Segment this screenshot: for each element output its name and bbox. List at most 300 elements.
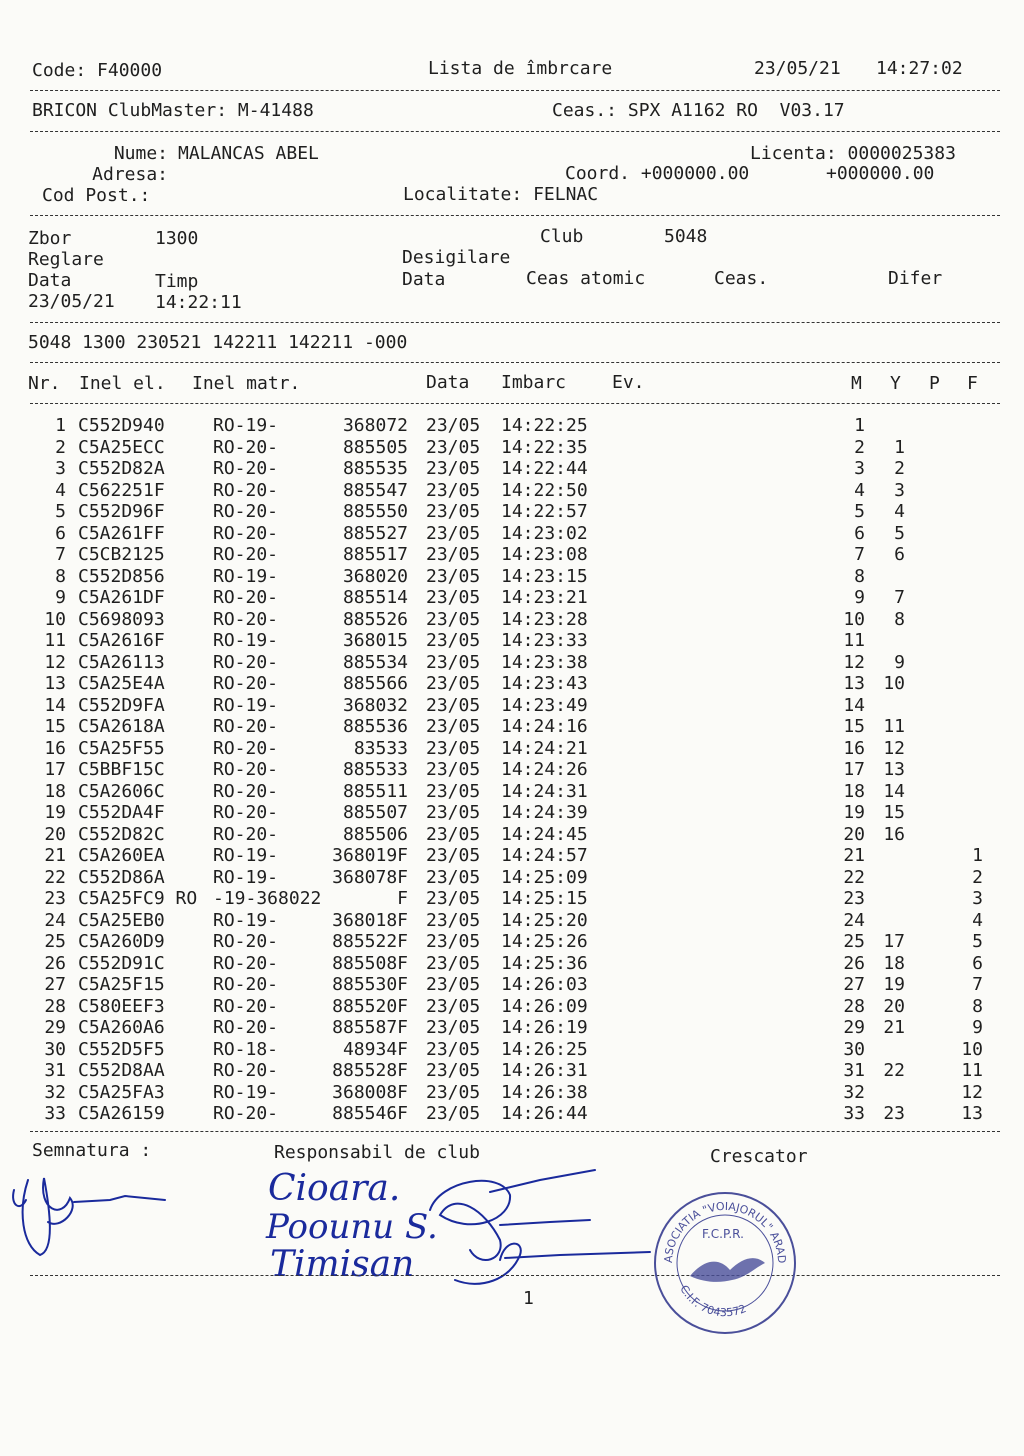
row-electronic-ring: C552D86A bbox=[78, 866, 165, 888]
row-y: 9 bbox=[894, 651, 905, 673]
row-m: 18 bbox=[843, 780, 865, 802]
row-date: 23/05 bbox=[426, 952, 481, 974]
row-ring-prefix: RO-19- bbox=[213, 565, 279, 587]
postal-label: Cod Post.: bbox=[42, 185, 151, 206]
row-date: 23/05 bbox=[426, 522, 481, 544]
row-electronic-ring: C5A260D9 bbox=[78, 931, 165, 952]
row-ring-prefix: RO-19- bbox=[213, 866, 279, 888]
row-m: 26 bbox=[843, 952, 865, 974]
signature-label: Semnatura : bbox=[32, 1140, 152, 1161]
row-date: 23/05 bbox=[426, 1017, 481, 1038]
row-f: 13 bbox=[961, 1103, 983, 1124]
row-y: 5 bbox=[894, 522, 905, 544]
row-ring-number: 885507 bbox=[342, 802, 408, 823]
row-ring-number: 368020 bbox=[342, 565, 408, 587]
row-y: 16 bbox=[883, 823, 905, 845]
row-boarding-time: 14:24:16 bbox=[501, 716, 588, 737]
row-boarding-time: 14:25:15 bbox=[501, 888, 588, 909]
row-nr: 7 bbox=[55, 544, 66, 565]
row-ring-number: 885547 bbox=[342, 479, 408, 501]
row-electronic-ring: C5A25EB0 bbox=[78, 909, 165, 931]
row-m: 5 bbox=[854, 501, 865, 522]
row-ring-number: 885506 bbox=[342, 823, 408, 845]
row-ring-number: 368015 bbox=[342, 630, 408, 651]
row-f: 1 bbox=[972, 845, 983, 866]
row-m: 31 bbox=[843, 1060, 865, 1081]
row-boarding-time: 14:23:21 bbox=[501, 587, 588, 608]
svg-text:C.I.F. 7043572 bbox=[677, 1283, 748, 1319]
row-date: 23/05 bbox=[426, 974, 481, 995]
col-f: F bbox=[967, 373, 978, 394]
row-electronic-ring: C552D82A bbox=[78, 458, 165, 479]
row-date: 23/05 bbox=[426, 888, 481, 909]
row-electronic-ring: C552DA4F bbox=[78, 802, 165, 823]
row-m: 12 bbox=[843, 651, 865, 673]
col-nr: Nr. bbox=[28, 373, 61, 394]
row-date: 23/05 bbox=[426, 608, 481, 630]
row-y: 13 bbox=[883, 759, 905, 780]
row-boarding-time: 14:22:50 bbox=[501, 479, 588, 501]
row-electronic-ring: C552D9FA bbox=[78, 694, 165, 716]
handwritten-name-1: Cioara. bbox=[268, 1168, 401, 1209]
row-boarding-time: 14:23:49 bbox=[501, 694, 588, 716]
page-title: Lista de îmbrcare bbox=[428, 58, 613, 79]
row-electronic-ring: C5A25FA3 bbox=[78, 1081, 165, 1103]
row-y: 1 bbox=[894, 436, 905, 458]
row-nr: 9 bbox=[55, 587, 66, 608]
row-nr: 15 bbox=[44, 716, 66, 737]
row-ring-number: 885546F bbox=[332, 1103, 408, 1124]
row-ring-prefix: RO-19- bbox=[213, 909, 279, 931]
row-y: 15 bbox=[883, 802, 905, 823]
row-nr: 25 bbox=[44, 931, 66, 952]
locality-line bbox=[403, 184, 598, 206]
row-ring-prefix: RO-19- bbox=[213, 630, 279, 651]
row-ring-prefix: RO-18- bbox=[213, 1038, 279, 1060]
row-f: 7 bbox=[972, 974, 983, 995]
row-f: 6 bbox=[972, 952, 983, 974]
row-m: 1 bbox=[854, 415, 865, 436]
row-m: 11 bbox=[843, 630, 865, 651]
row-nr: 16 bbox=[44, 737, 66, 759]
row-ring-prefix: RO-20- bbox=[213, 931, 279, 952]
row-f: 11 bbox=[961, 1060, 983, 1081]
row-boarding-time: 14:24:57 bbox=[501, 845, 588, 866]
row-date: 23/05 bbox=[426, 823, 481, 845]
row-ring-prefix: RO-20- bbox=[213, 759, 279, 780]
row-electronic-ring: C552D8AA bbox=[78, 1060, 165, 1081]
row-boarding-time: 14:24:26 bbox=[501, 759, 588, 780]
row-electronic-ring: C5A25FC9 RO bbox=[78, 888, 198, 909]
row-ring-number: 885566 bbox=[342, 673, 408, 694]
row-ring-number: 885527 bbox=[342, 522, 408, 544]
divider bbox=[30, 215, 1000, 216]
col-registered-ring: Inel matr. bbox=[192, 373, 301, 394]
row-boarding-time: 14:23:02 bbox=[501, 522, 588, 544]
row-electronic-ring: C552D82C bbox=[78, 823, 165, 845]
clock-value: SPX A1162 RO bbox=[627, 100, 758, 121]
row-m: 8 bbox=[854, 565, 865, 587]
row-ring-prefix: RO-20- bbox=[213, 436, 279, 458]
row-ring-number: 885533 bbox=[342, 759, 408, 780]
set-date-label: Data bbox=[28, 270, 72, 291]
row-nr: 11 bbox=[44, 630, 66, 651]
row-nr: 27 bbox=[44, 974, 66, 995]
col-boarding: Imbarc bbox=[501, 372, 567, 393]
row-date: 23/05 bbox=[426, 587, 481, 608]
row-electronic-ring: C580EEF3 bbox=[78, 995, 165, 1017]
row-f: 5 bbox=[972, 931, 983, 952]
row-ring-prefix: RO-20- bbox=[213, 952, 279, 974]
breeder-label: Crescator bbox=[710, 1146, 808, 1167]
row-boarding-time: 14:23:38 bbox=[501, 651, 588, 673]
row-nr: 5 bbox=[55, 501, 66, 522]
row-electronic-ring: C5A2606C bbox=[78, 780, 165, 802]
name-label: Nume: bbox=[113, 143, 168, 164]
row-f: 3 bbox=[972, 888, 983, 909]
clock-col-label: Ceas. bbox=[714, 268, 769, 289]
row-nr: 17 bbox=[44, 759, 66, 780]
row-date: 23/05 bbox=[426, 694, 481, 716]
set-date: 23/05/21 bbox=[28, 291, 115, 312]
row-m: 3 bbox=[854, 458, 865, 479]
page-number: 1 bbox=[523, 1288, 534, 1309]
row-y: 10 bbox=[883, 673, 905, 694]
row-nr: 29 bbox=[44, 1017, 66, 1038]
row-m: 10 bbox=[843, 608, 865, 630]
row-nr: 13 bbox=[44, 673, 66, 694]
row-nr: 23 bbox=[44, 888, 66, 909]
print-time: 14:27:02 bbox=[876, 58, 963, 79]
row-boarding-time: 14:24:45 bbox=[501, 823, 588, 845]
club-responsible-label: Responsabil de club bbox=[274, 1142, 480, 1163]
row-ring-number: 885526 bbox=[342, 608, 408, 630]
row-nr: 4 bbox=[55, 479, 66, 501]
row-nr: 18 bbox=[44, 780, 66, 802]
row-ring-number: 885508F bbox=[332, 952, 408, 974]
row-electronic-ring: C5A261DF bbox=[78, 587, 165, 608]
association-stamp bbox=[650, 1188, 800, 1338]
row-f: 10 bbox=[961, 1038, 983, 1060]
row-y: 22 bbox=[883, 1060, 905, 1081]
row-electronic-ring: C552D91C bbox=[78, 952, 165, 974]
row-ring-prefix: RO-20- bbox=[213, 1060, 279, 1081]
row-boarding-time: 14:25:20 bbox=[501, 909, 588, 931]
code-label: Code: bbox=[32, 60, 87, 81]
row-ring-number: 48934F bbox=[342, 1038, 408, 1060]
row-date: 23/05 bbox=[426, 630, 481, 651]
row-date: 23/05 bbox=[426, 651, 481, 673]
row-electronic-ring: C5A25F55 bbox=[78, 737, 165, 759]
row-nr: 14 bbox=[44, 694, 66, 716]
row-m: 17 bbox=[843, 759, 865, 780]
row-y: 3 bbox=[894, 479, 905, 501]
row-m: 6 bbox=[854, 522, 865, 544]
row-m: 32 bbox=[843, 1081, 865, 1103]
row-ring-prefix: RO-20- bbox=[213, 1017, 279, 1038]
row-nr: 2 bbox=[55, 436, 66, 458]
clubmaster-value: M-41488 bbox=[237, 100, 314, 121]
row-electronic-ring: C562251F bbox=[78, 479, 165, 501]
row-m: 14 bbox=[843, 694, 865, 716]
row-ring-number: 368018F bbox=[332, 909, 408, 931]
row-ring-prefix: RO-19- bbox=[213, 845, 279, 866]
row-date: 23/05 bbox=[426, 501, 481, 522]
row-y: 14 bbox=[883, 780, 905, 802]
row-date: 23/05 bbox=[426, 436, 481, 458]
unseal-date-label: Data bbox=[402, 269, 446, 290]
row-boarding-time: 14:26:25 bbox=[501, 1038, 588, 1060]
row-date: 23/05 bbox=[426, 845, 481, 866]
row-ring-prefix: RO-20- bbox=[213, 522, 279, 544]
row-m: 7 bbox=[854, 544, 865, 565]
row-f: 8 bbox=[972, 995, 983, 1017]
row-date: 23/05 bbox=[426, 802, 481, 823]
row-boarding-time: 14:25:26 bbox=[501, 931, 588, 952]
row-m: 9 bbox=[854, 587, 865, 608]
row-boarding-time: 14:23:28 bbox=[501, 608, 588, 630]
flight-value: 1300 bbox=[155, 228, 199, 249]
divider bbox=[30, 403, 1000, 404]
row-m: 20 bbox=[843, 823, 865, 845]
row-electronic-ring: C5BBF15C bbox=[78, 759, 165, 780]
row-boarding-time: 14:24:39 bbox=[501, 802, 588, 823]
row-m: 27 bbox=[843, 974, 865, 995]
club-value: 5048 bbox=[664, 226, 708, 247]
set-label: Reglare bbox=[28, 249, 104, 270]
row-ring-prefix: RO-20- bbox=[213, 802, 279, 823]
row-ring-number: 885530F bbox=[332, 974, 408, 995]
license-value: 0000025383 bbox=[847, 143, 956, 164]
row-nr: 6 bbox=[55, 522, 66, 544]
stamp-middle-text: F.C.P.R. bbox=[702, 1227, 744, 1241]
row-date: 23/05 bbox=[426, 544, 481, 565]
row-y: 19 bbox=[883, 974, 905, 995]
row-date: 23/05 bbox=[426, 737, 481, 759]
row-date: 23/05 bbox=[426, 565, 481, 587]
row-ring-number: 368078F bbox=[332, 866, 408, 888]
row-ring-prefix: RO-19- bbox=[213, 694, 279, 716]
license-line bbox=[750, 143, 956, 165]
row-nr: 22 bbox=[44, 866, 66, 888]
row-ring-prefix: RO-20- bbox=[213, 651, 279, 673]
row-boarding-time: 14:26:03 bbox=[501, 974, 588, 995]
row-ring-prefix: RO-20- bbox=[213, 608, 279, 630]
row-boarding-time: 14:26:09 bbox=[501, 995, 588, 1017]
divider bbox=[30, 131, 1000, 132]
club-label: Club bbox=[540, 226, 584, 247]
row-ring-prefix: RO-20- bbox=[213, 501, 279, 522]
row-ring-number: 885550 bbox=[342, 501, 408, 522]
flight-label: Zbor bbox=[28, 228, 72, 249]
col-m: M bbox=[851, 373, 862, 394]
row-boarding-time: 14:22:57 bbox=[501, 501, 588, 522]
row-date: 23/05 bbox=[426, 1038, 481, 1060]
row-m: 21 bbox=[843, 845, 865, 866]
row-date: 23/05 bbox=[426, 780, 481, 802]
row-nr: 33 bbox=[44, 1103, 66, 1124]
row-nr: 8 bbox=[55, 565, 66, 587]
row-ring-prefix: RO-20- bbox=[213, 479, 279, 501]
row-electronic-ring: C5A25F15 bbox=[78, 974, 165, 995]
row-electronic-ring: C5A25ECC bbox=[78, 436, 165, 458]
row-ring-prefix: RO-20- bbox=[213, 780, 279, 802]
stamp-bottom-text: C.I.F. 7043572 bbox=[677, 1282, 749, 1320]
row-m: 25 bbox=[843, 931, 865, 952]
row-y: 11 bbox=[883, 716, 905, 737]
row-m: 33 bbox=[843, 1103, 865, 1124]
row-y: 8 bbox=[894, 608, 905, 630]
row-electronic-ring: C5698093 bbox=[78, 608, 165, 630]
code-line bbox=[32, 60, 162, 82]
row-nr: 32 bbox=[44, 1081, 66, 1103]
row-ring-prefix: RO-19- bbox=[213, 415, 279, 436]
row-ring-number: 885535 bbox=[342, 458, 408, 479]
row-date: 23/05 bbox=[426, 458, 481, 479]
license-label: Licenta: bbox=[750, 143, 837, 164]
row-ring-number: 368008F bbox=[332, 1081, 408, 1103]
row-boarding-time: 14:23:08 bbox=[501, 544, 588, 565]
row-nr: 28 bbox=[44, 995, 66, 1017]
row-electronic-ring: C5A261FF bbox=[78, 522, 165, 544]
row-y: 4 bbox=[894, 501, 905, 522]
row-ring-prefix: RO-20- bbox=[213, 974, 279, 995]
row-boarding-time: 14:24:21 bbox=[501, 737, 588, 759]
row-boarding-time: 14:24:31 bbox=[501, 780, 588, 802]
row-electronic-ring: C5A2618A bbox=[78, 716, 165, 737]
divider bbox=[30, 322, 1000, 323]
code-value: F40000 bbox=[97, 60, 163, 81]
row-boarding-time: 14:25:36 bbox=[501, 952, 588, 974]
print-date: 23/05/21 bbox=[754, 58, 841, 79]
version-value: V03.17 bbox=[779, 100, 845, 121]
row-boarding-time: 14:26:44 bbox=[501, 1103, 588, 1124]
row-y: 23 bbox=[883, 1103, 905, 1124]
row-electronic-ring: C5CB2125 bbox=[78, 544, 165, 565]
row-boarding-time: 14:26:31 bbox=[501, 1060, 588, 1081]
row-electronic-ring: C5A260A6 bbox=[78, 1017, 165, 1038]
row-nr: 21 bbox=[44, 845, 66, 866]
row-ring-prefix: RO-20- bbox=[213, 673, 279, 694]
row-nr: 30 bbox=[44, 1038, 66, 1060]
row-electronic-ring: C5A25E4A bbox=[78, 673, 165, 694]
row-ring-prefix: RO-20- bbox=[213, 544, 279, 565]
row-electronic-ring: C5A26159 bbox=[78, 1103, 165, 1124]
row-nr: 10 bbox=[44, 608, 66, 630]
row-ring-prefix: -19-368022 bbox=[213, 888, 322, 909]
coord-y: +000000.00 bbox=[826, 163, 935, 184]
diff-label: Difer bbox=[888, 268, 943, 289]
row-boarding-time: 14:25:09 bbox=[501, 866, 588, 888]
row-ring-prefix: RO-20- bbox=[213, 823, 279, 845]
row-ring-number: 885534 bbox=[342, 651, 408, 673]
row-ring-prefix: RO-20- bbox=[213, 995, 279, 1017]
row-m: 13 bbox=[843, 673, 865, 694]
row-electronic-ring: C552D96F bbox=[78, 501, 165, 522]
owner-name: MALANCAS ABEL bbox=[178, 143, 319, 164]
row-m: 30 bbox=[843, 1038, 865, 1060]
row-y: 6 bbox=[894, 544, 905, 565]
set-time: 14:22:11 bbox=[155, 292, 242, 313]
row-date: 23/05 bbox=[426, 759, 481, 780]
row-date: 23/05 bbox=[426, 995, 481, 1017]
row-electronic-ring: C5A2616F bbox=[78, 630, 165, 651]
row-y: 12 bbox=[883, 737, 905, 759]
clock-label: Ceas.: bbox=[552, 100, 618, 121]
row-nr: 19 bbox=[44, 802, 66, 823]
clubmaster-line bbox=[32, 100, 314, 122]
divider bbox=[30, 1131, 1000, 1132]
row-ring-prefix: RO-20- bbox=[213, 716, 279, 737]
col-electronic-ring: Inel el. bbox=[79, 373, 166, 394]
divider bbox=[30, 1275, 1000, 1276]
set-time-label: Timp bbox=[155, 271, 199, 292]
row-y: 2 bbox=[894, 458, 905, 479]
row-ring-prefix: RO-20- bbox=[213, 737, 279, 759]
row-y: 18 bbox=[883, 952, 905, 974]
row-date: 23/05 bbox=[426, 866, 481, 888]
row-date: 23/05 bbox=[426, 1081, 481, 1103]
row-electronic-ring: C5A26113 bbox=[78, 651, 165, 673]
divider bbox=[30, 90, 1000, 91]
row-electronic-ring: C552D5F5 bbox=[78, 1038, 165, 1060]
row-electronic-ring: C552D856 bbox=[78, 565, 165, 587]
row-boarding-time: 14:22:44 bbox=[501, 458, 588, 479]
unseal-label: Desigilare bbox=[402, 247, 511, 268]
row-m: 16 bbox=[843, 737, 865, 759]
address-label: Adresa: bbox=[92, 164, 168, 185]
row-ring-number: F bbox=[397, 888, 408, 909]
col-y: Y bbox=[890, 373, 901, 394]
row-ring-number: 885520F bbox=[332, 995, 408, 1017]
row-ring-number: 885522F bbox=[332, 931, 408, 952]
row-date: 23/05 bbox=[426, 931, 481, 952]
handwritten-signatures bbox=[0, 1150, 1024, 1310]
col-date: Data bbox=[426, 372, 470, 393]
row-nr: 31 bbox=[44, 1060, 66, 1081]
row-boarding-time: 14:26:19 bbox=[501, 1017, 588, 1038]
row-m: 23 bbox=[843, 888, 865, 909]
row-date: 23/05 bbox=[426, 415, 481, 436]
row-date: 23/05 bbox=[426, 1060, 481, 1081]
row-m: 15 bbox=[843, 716, 865, 737]
row-ring-number: 83533 bbox=[353, 737, 408, 759]
row-y: 20 bbox=[883, 995, 905, 1017]
coord-line bbox=[565, 163, 749, 185]
row-boarding-time: 14:22:25 bbox=[501, 415, 588, 436]
locality-value: FELNAC bbox=[533, 184, 599, 205]
dove-icon bbox=[690, 1258, 765, 1282]
row-ring-prefix: RO-20- bbox=[213, 458, 279, 479]
row-m: 24 bbox=[843, 909, 865, 931]
row-ring-number: 885528F bbox=[332, 1060, 408, 1081]
row-ring-number: 368072 bbox=[342, 415, 408, 436]
row-ring-number: 885505 bbox=[342, 436, 408, 458]
row-nr: 26 bbox=[44, 952, 66, 974]
stamp-top-text: ASOCIATIA "VOIAJORUL" ARAD bbox=[661, 1199, 789, 1264]
row-date: 23/05 bbox=[426, 1103, 481, 1124]
row-date: 23/05 bbox=[426, 479, 481, 501]
row-y: 21 bbox=[883, 1017, 905, 1038]
row-electronic-ring: C5A260EA bbox=[78, 845, 165, 866]
row-date: 23/05 bbox=[426, 673, 481, 694]
row-m: 2 bbox=[854, 436, 865, 458]
row-m: 22 bbox=[843, 866, 865, 888]
row-electronic-ring: C552D940 bbox=[78, 415, 165, 436]
row-ring-prefix: RO-20- bbox=[213, 587, 279, 608]
row-ring-number: 885511 bbox=[342, 780, 408, 802]
atomic-clock-label: Ceas atomic bbox=[526, 268, 646, 289]
